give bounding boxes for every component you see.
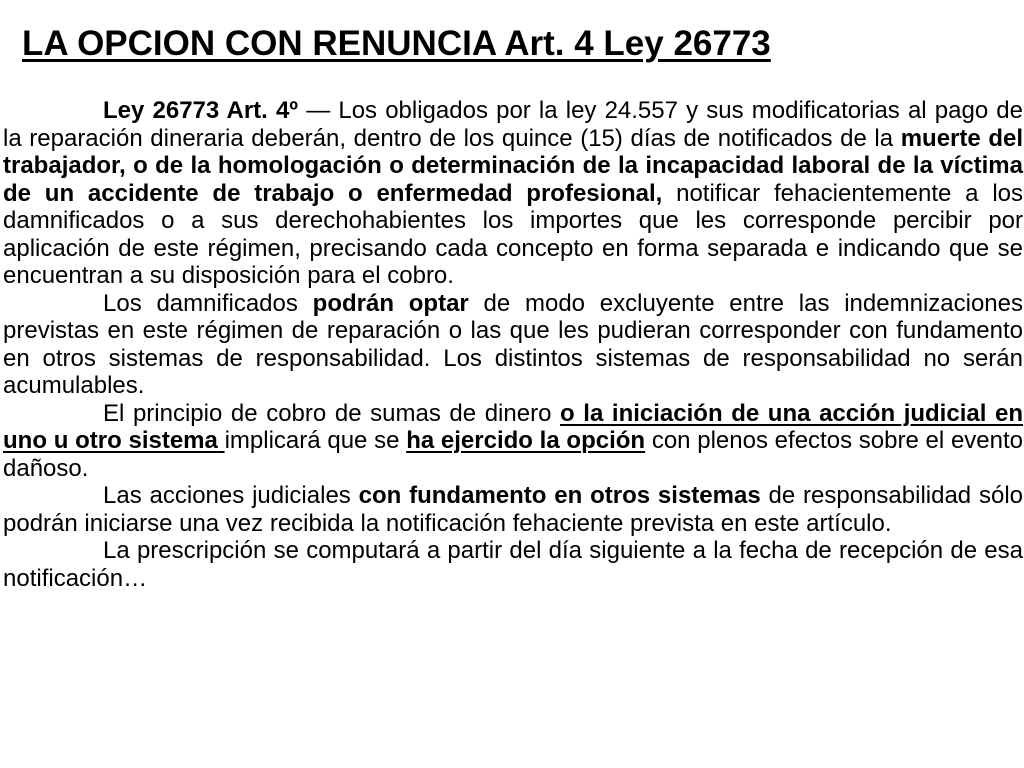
emphasis-text: podrán optar: [312, 289, 469, 317]
paragraph-text: de responsabilidad sólo podrán iniciarse una vez recibida la notificación fehaciente prevista en este artículo.: [3, 482, 1024, 537]
emphasis-underlined-text: o la iniciación de una acción judicial en uno u otro sistema: [3, 399, 1023, 454]
paragraph-article-text: [3, 97, 1023, 290]
paragraph-judicial-actions: [3, 482, 1023, 537]
paragraph-prescription: [3, 537, 1023, 592]
paragraph-text: con plenos efectos sobre el evento dañoso.: [3, 427, 1024, 482]
paragraph-text: notificar fehacientemente a los damnificados o a sus derechohabientes los importes que les corresponde percibir por aplicación de este régimen, precisando cada concepto en forma separada e indicando que se encuentran a su disposición para el cobro.: [3, 179, 1024, 289]
underlined-space: [218, 427, 225, 454]
paragraph-text: — Los obligados por la ley 24.557 y sus modificatorias al pago de la reparación dineraria deberán, dentro de los quince (15) días de notificados de la: [3, 97, 1023, 152]
paragraph-text: Las acciones judiciales: [103, 482, 359, 509]
paragraph-text: Los damnificados: [103, 289, 313, 317]
paragraph-option: [3, 290, 1023, 400]
law-reference: Ley 26773 Art. 4º: [103, 97, 299, 124]
slide-title: LA OPCION CON RENUNCIA Art. 4 Ley 26773: [22, 24, 771, 63]
slide-body: [3, 97, 1023, 592]
paragraph-collection-principle: [3, 400, 1023, 483]
paragraph-text: de modo excluyente entre las indemnizaciones previstas en este régimen de reparación o las que les pudieran corresponder con fundamento en otros sistemas de responsabilidad. Los distintos sistemas de responsabilidad no serán acumulables.: [3, 289, 1023, 399]
emphasis-text: muerte del trabajador, o de la homologación o determinación de la incapacidad laboral de la víctima de un accidente de trabajo o enfermedad profesional,: [3, 124, 1023, 207]
paragraph-text: El principio de cobro de sumas de dinero: [103, 399, 561, 427]
paragraph-text: implicará que se: [224, 427, 407, 454]
emphasis-text: con fundamento en otros sistemas: [358, 482, 761, 509]
paragraph-text: La prescripción se computará a partir del día siguiente a la fecha de recepción de esa notificación…: [3, 537, 1023, 592]
emphasis-underlined-text: ha ejercido la opción: [406, 427, 646, 454]
